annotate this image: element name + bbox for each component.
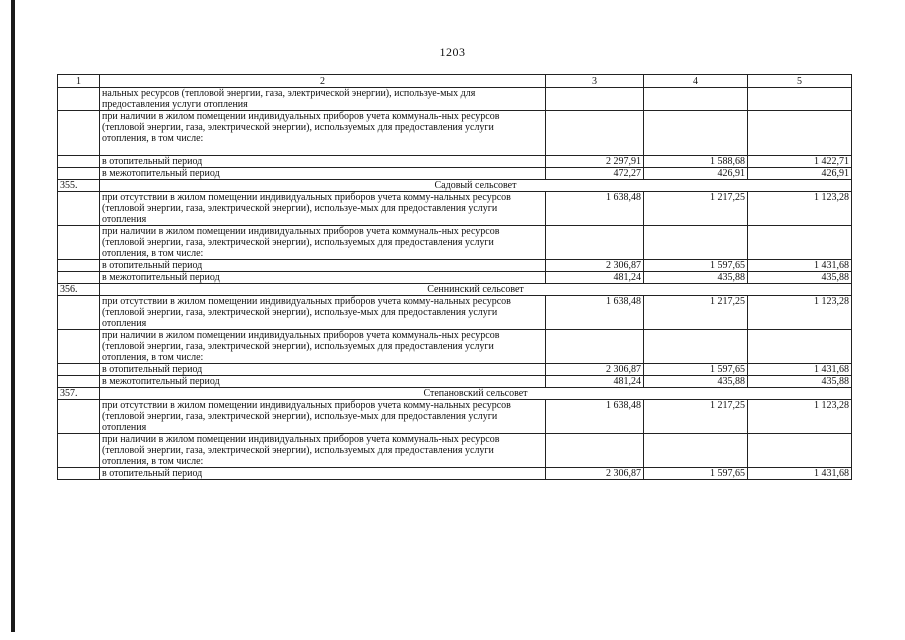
value-col-3: 472,27	[546, 168, 644, 180]
value-col-5: 435,88	[748, 376, 852, 388]
description-cell: в межотопительный период	[100, 376, 546, 388]
value-col-4	[644, 111, 748, 156]
value-col-5: 1 431,68	[748, 260, 852, 272]
value-col-4: 1 217,25	[644, 296, 748, 330]
value-col-3	[546, 330, 644, 364]
description-cell: при отсутствии в жилом помещении индивидуальных приборов учета комму-нальных ресурсов (тепловой энергии, газа, электрической энергии), используе-мых для предоставления услуги отопления	[100, 296, 546, 330]
description-cell: в отопительный период	[100, 364, 546, 376]
value-col-3: 1 638,48	[546, 400, 644, 434]
row-number-cell	[58, 468, 100, 480]
section-number: 357.	[58, 388, 100, 400]
value-col-4: 1 217,25	[644, 400, 748, 434]
header-col-2: 2	[100, 75, 546, 88]
description-cell: при отсутствии в жилом помещении индивидуальных приборов учета комму-нальных ресурсов (тепловой энергии, газа, электрической энергии), используе-мых для предоставления услуги отопления	[100, 400, 546, 434]
header-col-4: 4	[644, 75, 748, 88]
table-row	[58, 364, 852, 376]
row-number-cell	[58, 111, 100, 156]
scan-edge-line	[11, 0, 15, 632]
value-col-5: 1 431,68	[748, 364, 852, 376]
value-col-5: 1 123,28	[748, 192, 852, 226]
section-row	[58, 284, 852, 296]
value-col-5: 435,88	[748, 272, 852, 284]
table-row	[58, 260, 852, 272]
description-cell: в отопительный период	[100, 156, 546, 168]
table-row	[58, 296, 852, 330]
value-col-3: 481,24	[546, 272, 644, 284]
value-col-5	[748, 111, 852, 156]
value-col-4: 435,88	[644, 272, 748, 284]
row-number-cell	[58, 260, 100, 272]
row-number-cell	[58, 226, 100, 260]
table-row	[58, 192, 852, 226]
description-cell: при отсутствии в жилом помещении индивидуальных приборов учета комму-нальных ресурсов (тепловой энергии, газа, электрической энергии), используе-мых для предоставления услуги отопления	[100, 192, 546, 226]
page-number: 1203	[439, 45, 466, 59]
value-col-4: 1 588,68	[644, 156, 748, 168]
header-col-3: 3	[546, 75, 644, 88]
value-col-3	[546, 88, 644, 111]
table-header-row	[58, 75, 852, 88]
table-row	[58, 400, 852, 434]
description-cell: в отопительный период	[100, 260, 546, 272]
value-col-4	[644, 434, 748, 468]
table-row	[58, 434, 852, 468]
value-col-3	[546, 226, 644, 260]
value-col-5: 426,91	[748, 168, 852, 180]
value-col-5	[748, 434, 852, 468]
section-row	[58, 180, 852, 192]
section-number: 356.	[58, 284, 100, 296]
value-col-4: 1 597,65	[644, 468, 748, 480]
table-row	[58, 226, 852, 260]
row-number-cell	[58, 364, 100, 376]
row-number-cell	[58, 434, 100, 468]
value-col-3: 481,24	[546, 376, 644, 388]
section-number: 355.	[58, 180, 100, 192]
row-number-cell	[58, 192, 100, 226]
table-row	[58, 88, 852, 111]
description-cell: в межотопительный период	[100, 272, 546, 284]
table-row	[58, 156, 852, 168]
value-col-4	[644, 330, 748, 364]
row-number-cell	[58, 400, 100, 434]
value-col-5: 1 422,71	[748, 156, 852, 168]
value-col-4: 426,91	[644, 168, 748, 180]
table-row	[58, 168, 852, 180]
value-col-4	[644, 226, 748, 260]
row-number-cell	[58, 156, 100, 168]
value-col-3: 2 306,87	[546, 364, 644, 376]
description-cell: при наличии в жилом помещении индивидуальных приборов учета коммуналь-ных ресурсов (тепловой энергии, газа, электрической энергии), используемых для предоставления услуги отопления, в том числе:	[100, 434, 546, 468]
value-col-4: 1 597,65	[644, 260, 748, 272]
value-col-4: 1 217,25	[644, 192, 748, 226]
row-number-cell	[58, 272, 100, 284]
value-col-5: 1 431,68	[748, 468, 852, 480]
value-col-5	[748, 226, 852, 260]
table-row	[58, 376, 852, 388]
tariff-table	[57, 74, 852, 480]
description-cell: при наличии в жилом помещении индивидуальных приборов учета коммуналь-ных ресурсов (тепловой энергии, газа, электрической энергии), используемых для предоставления услуги отопления, в том числе:	[100, 330, 546, 364]
value-col-3	[546, 111, 644, 156]
value-col-4: 435,88	[644, 376, 748, 388]
row-number-cell	[58, 168, 100, 180]
value-col-3: 1 638,48	[546, 296, 644, 330]
row-number-cell	[58, 330, 100, 364]
value-col-5	[748, 88, 852, 111]
header-col-5: 5	[748, 75, 852, 88]
table-row	[58, 272, 852, 284]
section-title: Сеннинский сельсовет	[100, 284, 852, 296]
section-row	[58, 388, 852, 400]
row-number-cell	[58, 376, 100, 388]
table-row	[58, 111, 852, 156]
table-row	[58, 468, 852, 480]
value-col-3: 2 297,91	[546, 156, 644, 168]
description-cell: в отопительный период	[100, 468, 546, 480]
value-col-5: 1 123,28	[748, 296, 852, 330]
header-col-1: 1	[58, 75, 100, 88]
value-col-4	[644, 88, 748, 111]
value-col-3: 1 638,48	[546, 192, 644, 226]
description-cell: при наличии в жилом помещении индивидуальных приборов учета коммуналь-ных ресурсов (тепловой энергии, газа, электрической энергии), используемых для предоставления услуги отопления, в том числе:	[100, 111, 546, 156]
value-col-3	[546, 434, 644, 468]
description-cell: при наличии в жилом помещении индивидуальных приборов учета коммуналь-ных ресурсов (тепловой энергии, газа, электрической энергии), используемых для предоставления услуги отопления, в том числе:	[100, 226, 546, 260]
description-cell: нальных ресурсов (тепловой энергии, газа, электрической энергии), используе-мых для предоставления услуги отопления	[100, 88, 546, 111]
description-cell: в межотопительный период	[100, 168, 546, 180]
value-col-3: 2 306,87	[546, 468, 644, 480]
value-col-3: 2 306,87	[546, 260, 644, 272]
row-number-cell	[58, 88, 100, 111]
value-col-4: 1 597,65	[644, 364, 748, 376]
table-row	[58, 330, 852, 364]
section-title: Садовый сельсовет	[100, 180, 852, 192]
row-number-cell	[58, 296, 100, 330]
value-col-5	[748, 330, 852, 364]
section-title: Степановский сельсовет	[100, 388, 852, 400]
value-col-5: 1 123,28	[748, 400, 852, 434]
